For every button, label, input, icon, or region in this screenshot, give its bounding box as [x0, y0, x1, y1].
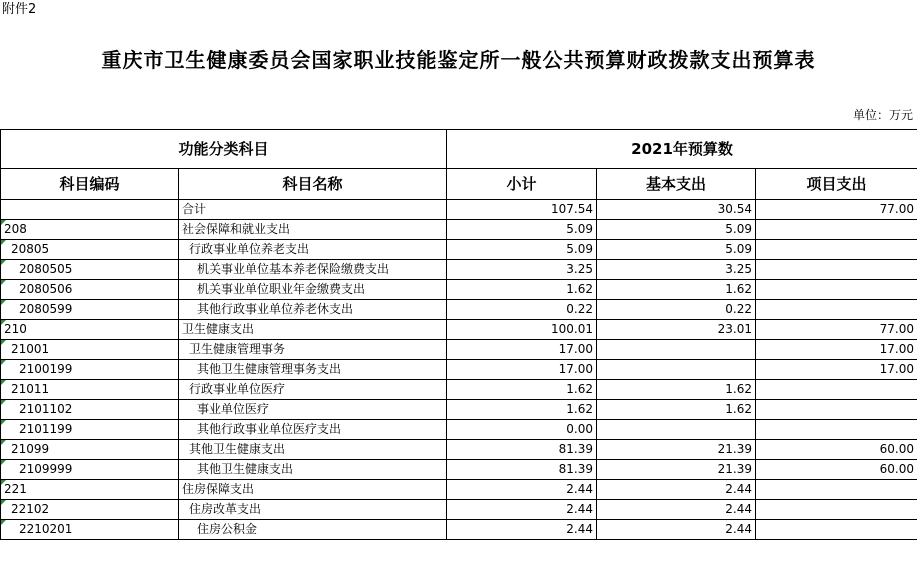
cell-project: [756, 500, 917, 520]
cell-code: 2210201: [1, 520, 179, 540]
cell-basic: [597, 420, 756, 440]
cell-subtotal: 0.22: [447, 300, 597, 320]
cell-code: 2109999: [1, 460, 179, 480]
cell-basic: 2.44: [597, 500, 756, 520]
cell-basic: 0.22: [597, 300, 756, 320]
cell-subtotal: 1.62: [447, 280, 597, 300]
cell-name: 其他行政事业单位养老休支出: [179, 300, 447, 320]
cell-basic: 2.44: [597, 520, 756, 540]
cell-code: [1, 200, 179, 220]
cell-project: [756, 220, 917, 240]
cell-subtotal: 81.39: [447, 460, 597, 480]
table-row: [1, 480, 917, 500]
cell-code: 221: [1, 480, 179, 500]
cell-code: 22102: [1, 500, 179, 520]
table-row: [1, 380, 917, 400]
cell-name: 卫生健康管理事务: [179, 340, 447, 360]
cell-subtotal: 2.44: [447, 480, 597, 500]
cell-code: 21099: [1, 440, 179, 460]
cell-project: [756, 260, 917, 280]
cell-basic: 2.44: [597, 480, 756, 500]
cell-subtotal: 2.44: [447, 520, 597, 540]
cell-basic: 1.62: [597, 400, 756, 420]
header-name: 科目名称: [179, 169, 447, 200]
cell-name: 住房公积金: [179, 520, 447, 540]
cell-project: 77.00: [756, 320, 917, 340]
header-row-group: [1, 130, 917, 169]
cell-name: 机关事业单位职业年金缴费支出: [179, 280, 447, 300]
cell-basic: 23.01: [597, 320, 756, 340]
table-row: [1, 460, 917, 480]
cell-basic: [597, 360, 756, 380]
table-row: [1, 500, 917, 520]
cell-basic: 5.09: [597, 240, 756, 260]
cell-project: [756, 400, 917, 420]
header-subtotal: 小计: [447, 169, 597, 200]
table-row: [1, 280, 917, 300]
cell-name: 行政事业单位养老支出: [179, 240, 447, 260]
cell-subtotal: 17.00: [447, 340, 597, 360]
table-row: [1, 200, 917, 220]
cell-subtotal: 107.54: [447, 200, 597, 220]
cell-subtotal: 5.09: [447, 240, 597, 260]
cell-project: [756, 480, 917, 500]
cell-subtotal: 1.62: [447, 380, 597, 400]
header-project: 项目支出: [756, 169, 917, 200]
table-row: [1, 360, 917, 380]
table-row: [1, 340, 917, 360]
header-code: 科目编码: [1, 169, 179, 200]
cell-name: 住房改革支出: [179, 500, 447, 520]
cell-code: 210: [1, 320, 179, 340]
cell-project: 77.00: [756, 200, 917, 220]
cell-project: 17.00: [756, 360, 917, 380]
cell-basic: 30.54: [597, 200, 756, 220]
cell-code: 2101199: [1, 420, 179, 440]
cell-subtotal: 5.09: [447, 220, 597, 240]
cell-code: 2080505: [1, 260, 179, 280]
cell-subtotal: 81.39: [447, 440, 597, 460]
cell-name: 事业单位医疗: [179, 400, 447, 420]
cell-project: [756, 520, 917, 540]
cell-subtotal: 1.62: [447, 400, 597, 420]
cell-subtotal: 3.25: [447, 260, 597, 280]
cell-name: 其他卫生健康支出: [179, 440, 447, 460]
cell-project: [756, 380, 917, 400]
header-row-columns: [1, 169, 917, 200]
cell-name: 行政事业单位医疗: [179, 380, 447, 400]
header-basic: 基本支出: [597, 169, 756, 200]
table-row: [1, 400, 917, 420]
cell-code: 2101102: [1, 400, 179, 420]
header-budget-group: 2021年预算数: [447, 130, 917, 169]
cell-code: 2080599: [1, 300, 179, 320]
unit-label: 单位：万元: [852, 108, 913, 122]
cell-project: 17.00: [756, 340, 917, 360]
cell-name: 其他卫生健康支出: [179, 460, 447, 480]
cell-project: [756, 280, 917, 300]
table-row: [1, 220, 917, 240]
cell-name: 合计: [179, 200, 447, 220]
table-row: [1, 440, 917, 460]
table-body: [1, 200, 917, 540]
cell-code: 2100199: [1, 360, 179, 380]
cell-project: 60.00: [756, 440, 917, 460]
cell-name: 其他卫生健康管理事务支出: [179, 360, 447, 380]
cell-name: 机关事业单位基本养老保险缴费支出: [179, 260, 447, 280]
cell-name: 社会保障和就业支出: [179, 220, 447, 240]
cell-subtotal: 0.00: [447, 420, 597, 440]
cell-code: 2080506: [1, 280, 179, 300]
cell-code: 208: [1, 220, 179, 240]
table-row: [1, 420, 917, 440]
cell-subtotal: 17.00: [447, 360, 597, 380]
cell-project: [756, 240, 917, 260]
cell-basic: 21.39: [597, 460, 756, 480]
table-row: [1, 520, 917, 540]
cell-basic: 5.09: [597, 220, 756, 240]
budget-table: [0, 129, 917, 540]
cell-name: 卫生健康支出: [179, 320, 447, 340]
table-row: [1, 300, 917, 320]
page-title: 重庆市卫生健康委员会国家职业技能鉴定所一般公共预算财政拨款支出预算表: [101, 48, 816, 72]
attachment-label: 附件2: [2, 2, 37, 17]
cell-subtotal: 100.01: [447, 320, 597, 340]
cell-project: 60.00: [756, 460, 917, 480]
cell-code: 20805: [1, 240, 179, 260]
cell-basic: 3.25: [597, 260, 756, 280]
header-func-group: 功能分类科目: [1, 130, 447, 169]
cell-subtotal: 2.44: [447, 500, 597, 520]
table-row: [1, 260, 917, 280]
table-row: [1, 240, 917, 260]
cell-basic: 21.39: [597, 440, 756, 460]
table-row: [1, 320, 917, 340]
cell-basic: [597, 340, 756, 360]
cell-code: 21011: [1, 380, 179, 400]
cell-code: 21001: [1, 340, 179, 360]
cell-name: 住房保障支出: [179, 480, 447, 500]
cell-project: [756, 300, 917, 320]
cell-name: 其他行政事业单位医疗支出: [179, 420, 447, 440]
cell-basic: 1.62: [597, 380, 756, 400]
cell-project: [756, 420, 917, 440]
cell-basic: 1.62: [597, 280, 756, 300]
